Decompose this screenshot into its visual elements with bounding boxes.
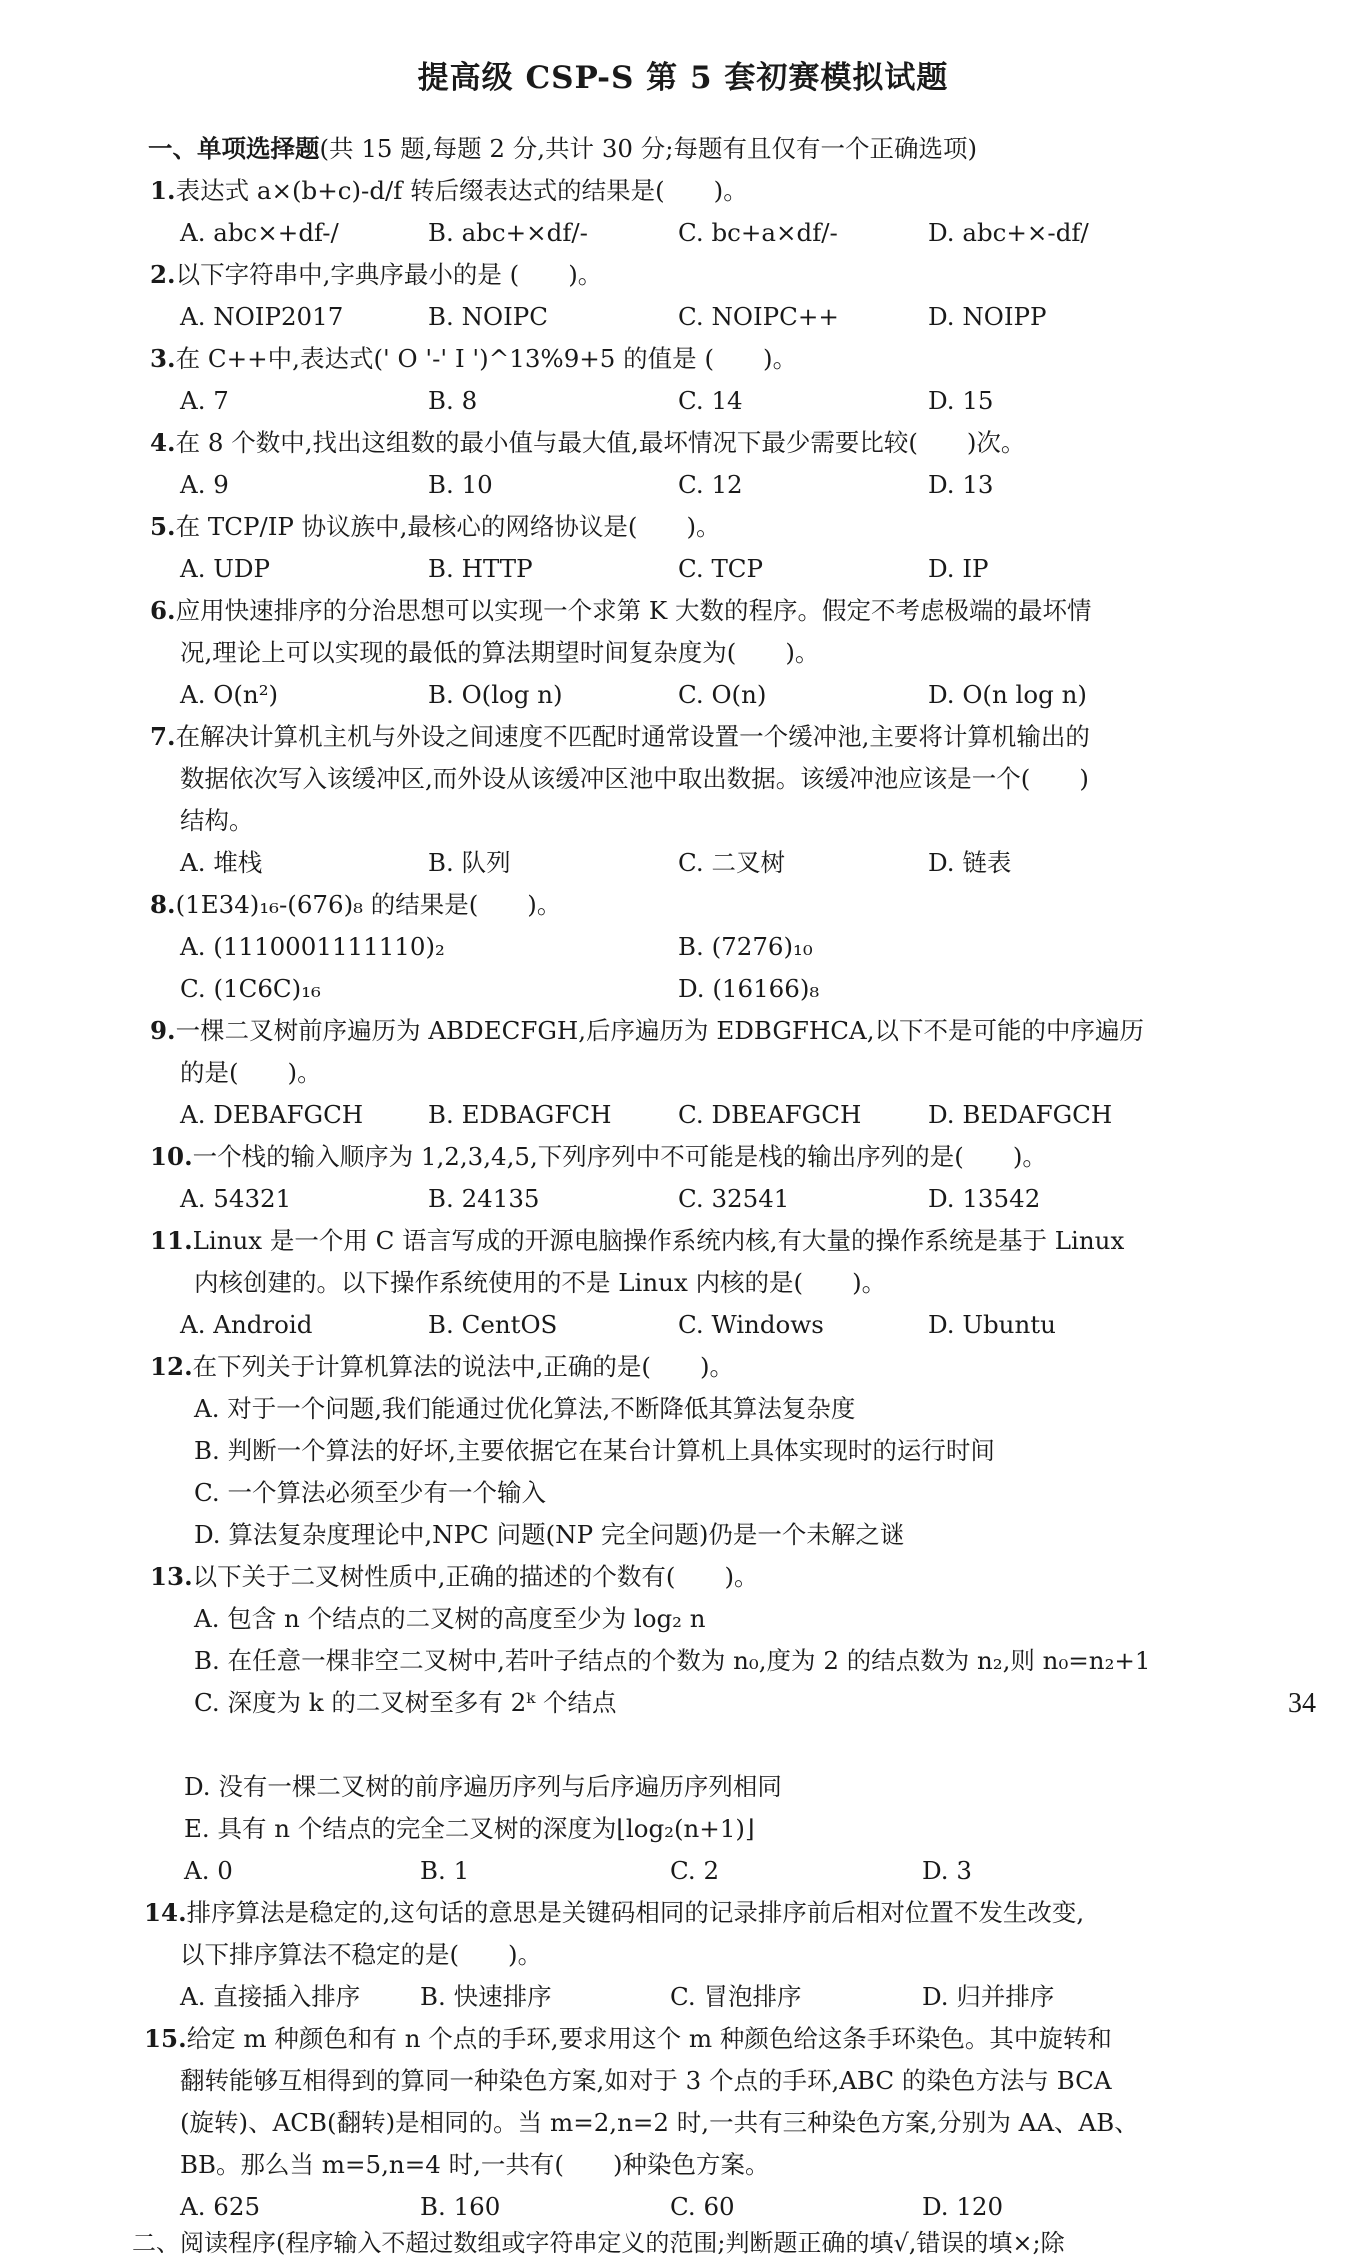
question-6 bbox=[150, 594, 1091, 628]
section-heading bbox=[148, 132, 977, 166]
question-6-line-2: 况,理论上可以实现的最低的算法期望时间复杂度为( )。 bbox=[180, 638, 820, 667]
option-1d: D. abc+×-df/ bbox=[928, 218, 1089, 247]
question-number: 8. bbox=[150, 890, 176, 919]
question-2 bbox=[150, 258, 602, 292]
page-number: 34 bbox=[1288, 1688, 1316, 1719]
question-number: 1. bbox=[150, 176, 176, 205]
question-15-line-4: BB。那么当 m=5,n=4 时,一共有( )种染色方案。 bbox=[180, 2150, 770, 2179]
option-9c: C. DBEAFGCH bbox=[678, 1100, 862, 1129]
option-8a: A. (1110001111110)₂ bbox=[180, 932, 445, 961]
option-12b: B. 判断一个算法的好坏,主要依据它在某台计算机上具体实现时的运行时间 bbox=[194, 1436, 995, 1465]
option-14b: B. 快速排序 bbox=[420, 1982, 552, 2011]
option-9d: D. BEDAFGCH bbox=[928, 1100, 1113, 1129]
statement-13e: E. 具有 n 个结点的完全二叉树的深度为⌊log₂(n+1)⌋ bbox=[184, 1814, 755, 1843]
statement-13d: D. 没有一棵二叉树的前序遍历序列与后序遍历序列相同 bbox=[184, 1772, 782, 1801]
option-14d: D. 归并排序 bbox=[922, 1982, 1055, 2011]
option-6c: C. O(n) bbox=[678, 680, 767, 709]
question-number: 10. bbox=[150, 1142, 193, 1171]
option-10a: A. 54321 bbox=[180, 1184, 292, 1213]
option-2a: A. NOIP2017 bbox=[180, 302, 344, 331]
question-text: 应用快速排序的分治思想可以实现一个求第 K 大数的程序。假定不考虑极端的最坏情 bbox=[175, 596, 1092, 625]
option-5d: D. IP bbox=[928, 554, 989, 583]
option-3c: C. 14 bbox=[678, 386, 743, 415]
question-text: 表达式 a×(b+c)-d/f 转后缀表达式的结果是( )。 bbox=[175, 176, 748, 205]
question-number: 6. bbox=[150, 596, 176, 625]
question-text: 在 TCP/IP 协议族中,最核心的网络协议是( )。 bbox=[175, 512, 721, 541]
question-8 bbox=[150, 888, 561, 922]
option-7c: C. 二叉树 bbox=[678, 848, 785, 877]
option-9a: A. DEBAFGCH bbox=[180, 1100, 364, 1129]
option-1a: A. abc×+df-/ bbox=[180, 218, 339, 247]
option-13d: D. 3 bbox=[922, 1856, 972, 1885]
question-text: 以下关于二叉树性质中,正确的描述的个数有( )。 bbox=[192, 1562, 759, 1591]
question-number: 15. bbox=[144, 2024, 187, 2053]
option-11a: A. Android bbox=[180, 1310, 313, 1339]
question-number: 3. bbox=[150, 344, 176, 373]
question-text: 以下字符串中,字典序最小的是 ( )。 bbox=[175, 260, 603, 289]
option-4a: A. 9 bbox=[180, 470, 229, 499]
question-7-line-3: 结构。 bbox=[180, 806, 254, 835]
option-12d: D. 算法复杂度理论中,NPC 问题(NP 完全问题)仍是一个未解之谜 bbox=[194, 1520, 905, 1549]
question-text: 排序算法是稳定的,这句话的意思是关键码相同的记录排序前后相对位置不发生改变, bbox=[186, 1898, 1085, 1927]
question-3 bbox=[150, 342, 797, 376]
question-text: 在 C++中,表达式(' O '-' I ')^13%9+5 的值是 ( )。 bbox=[175, 344, 798, 373]
question-number: 14. bbox=[144, 1898, 187, 1927]
option-5a: A. UDP bbox=[180, 554, 271, 583]
question-text: 在 8 个数中,找出这组数的最小值与最大值,最坏情况下最少需要比较( )次。 bbox=[175, 428, 1026, 457]
question-15 bbox=[144, 2022, 1112, 2056]
option-12c: C. 一个算法必须至少有一个输入 bbox=[194, 1478, 546, 1507]
question-text: 在下列关于计算机算法的说法中,正确的是( )。 bbox=[192, 1352, 735, 1381]
option-13b: B. 1 bbox=[420, 1856, 470, 1885]
option-10d: D. 13542 bbox=[928, 1184, 1041, 1213]
statement-13a: A. 包含 n 个结点的二叉树的高度至少为 log₂ n bbox=[194, 1604, 706, 1633]
question-14 bbox=[144, 1896, 1084, 1930]
question-number: 7. bbox=[150, 722, 176, 751]
option-1c: C. bc+a×df/- bbox=[678, 218, 838, 247]
section-2-heading-partial: 二、阅读程序(程序输入不超过数组或字符串定义的范围;判断题正确的填√,错误的填×;除 bbox=[132, 2229, 1065, 2257]
option-15b: B. 160 bbox=[420, 2192, 501, 2221]
section-note: (共 15 题,每题 2 分,共计 30 分;每题有且仅有一个正确选项) bbox=[319, 134, 978, 163]
option-15a: A. 625 bbox=[180, 2192, 261, 2221]
question-number: 11. bbox=[150, 1226, 193, 1255]
option-7d: D. 链表 bbox=[928, 848, 1012, 877]
question-7 bbox=[150, 720, 1090, 754]
option-14a: A. 直接插入排序 bbox=[180, 1982, 361, 2011]
question-7-line-2: 数据依次写入该缓冲区,而外设从该缓冲区池中取出数据。该缓冲池应该是一个( ) bbox=[180, 764, 1089, 793]
question-number: 4. bbox=[150, 428, 176, 457]
option-3a: A. 7 bbox=[180, 386, 229, 415]
option-2c: C. NOIPC++ bbox=[678, 302, 839, 331]
question-4 bbox=[150, 426, 1025, 460]
option-3d: D. 15 bbox=[928, 386, 994, 415]
question-number: 13. bbox=[150, 1562, 193, 1591]
option-4c: C. 12 bbox=[678, 470, 743, 499]
option-8b: B. (7276)₁₀ bbox=[678, 932, 813, 961]
option-13c: C. 2 bbox=[670, 1856, 720, 1885]
option-11d: D. Ubuntu bbox=[928, 1310, 1056, 1339]
option-1b: B. abc+×df/- bbox=[428, 218, 588, 247]
question-9 bbox=[150, 1014, 1144, 1048]
option-5c: C. TCP bbox=[678, 554, 764, 583]
option-13a: A. 0 bbox=[184, 1856, 233, 1885]
option-15d: D. 120 bbox=[922, 2192, 1004, 2221]
option-6b: B. O(log n) bbox=[428, 680, 563, 709]
option-8c: C. (1C6C)₁₆ bbox=[180, 974, 321, 1003]
option-10c: C. 32541 bbox=[678, 1184, 790, 1213]
question-number: 9. bbox=[150, 1016, 176, 1045]
option-11c: C. Windows bbox=[678, 1310, 824, 1339]
option-14c: C. 冒泡排序 bbox=[670, 1982, 802, 2011]
question-text: (1E34)₁₆-(676)₈ 的结果是( )。 bbox=[175, 890, 562, 919]
option-2d: D. NOIPP bbox=[928, 302, 1047, 331]
option-6d: D. O(n log n) bbox=[928, 680, 1087, 709]
question-number: 12. bbox=[150, 1352, 193, 1381]
question-5 bbox=[150, 510, 721, 544]
statement-13b: B. 在任意一棵非空二叉树中,若叶子结点的个数为 n₀,度为 2 的结点数为 n₂,则 n₀=n₂+1 bbox=[194, 1646, 1151, 1675]
page-title: 提高级 CSP-S 第 5 套初赛模拟试题 bbox=[417, 60, 949, 96]
question-14-line-2: 以下排序算法不稳定的是( )。 bbox=[180, 1940, 543, 1969]
option-4d: D. 13 bbox=[928, 470, 994, 499]
question-13 bbox=[150, 1560, 759, 1594]
question-12 bbox=[150, 1350, 734, 1384]
question-number: 2. bbox=[150, 260, 176, 289]
option-7a: A. 堆栈 bbox=[180, 848, 263, 877]
question-number: 5. bbox=[150, 512, 176, 541]
option-4b: B. 10 bbox=[428, 470, 493, 499]
option-11b: B. CentOS bbox=[428, 1310, 558, 1339]
question-text: 在解决计算机主机与外设之间速度不匹配时通常设置一个缓冲池,主要将计算机输出的 bbox=[175, 722, 1090, 751]
option-7b: B. 队列 bbox=[428, 848, 511, 877]
question-15-line-3: (旋转)、ACB(翻转)是相同的。当 m=2,n=2 时,一共有三种染色方案,分别为 AA、AB、 bbox=[180, 2108, 1139, 2137]
option-10b: B. 24135 bbox=[428, 1184, 540, 1213]
option-12a: A. 对于一个问题,我们能通过优化算法,不断降低其算法复杂度 bbox=[194, 1394, 856, 1423]
question-15-line-2: 翻转能够互相得到的算同一种染色方案,如对于 3 个点的手环,ABC 的染色方法与 BCA bbox=[180, 2066, 1112, 2095]
question-11-line-2: 内核创建的。以下操作系统使用的不是 Linux 内核的是( )。 bbox=[194, 1268, 887, 1297]
option-2b: B. NOIPC bbox=[428, 302, 549, 331]
option-15c: C. 60 bbox=[670, 2192, 735, 2221]
question-text: Linux 是一个用 C 语言写成的开源电脑操作系统内核,有大量的操作系统是基于 Linux bbox=[192, 1226, 1125, 1255]
option-8d: D. (16166)₈ bbox=[678, 974, 820, 1003]
option-3b: B. 8 bbox=[428, 386, 478, 415]
question-11 bbox=[150, 1224, 1124, 1258]
option-6a: A. O(n²) bbox=[180, 680, 279, 709]
question-text: 一个栈的输入顺序为 1,2,3,4,5,下列序列中不可能是栈的输出序列的是( )。 bbox=[192, 1142, 1047, 1171]
question-9-line-2: 的是( )。 bbox=[180, 1058, 322, 1087]
question-text: 一棵二叉树前序遍历为 ABDECFGH,后序遍历为 EDBGFHCA,以下不是可能的中序遍历 bbox=[175, 1016, 1144, 1045]
option-5b: B. HTTP bbox=[428, 554, 533, 583]
question-1 bbox=[150, 174, 748, 208]
statement-13c: C. 深度为 k 的二叉树至多有 2ᵏ 个结点 bbox=[194, 1688, 617, 1717]
question-10 bbox=[150, 1140, 1047, 1174]
question-text: 给定 m 种颜色和有 n 个点的手环,要求用这个 m 种颜色给这条手环染色。其中旋转和 bbox=[186, 2024, 1112, 2053]
option-9b: B. EDBAGFCH bbox=[428, 1100, 612, 1129]
section-label: 一、单项选择题 bbox=[148, 134, 320, 163]
